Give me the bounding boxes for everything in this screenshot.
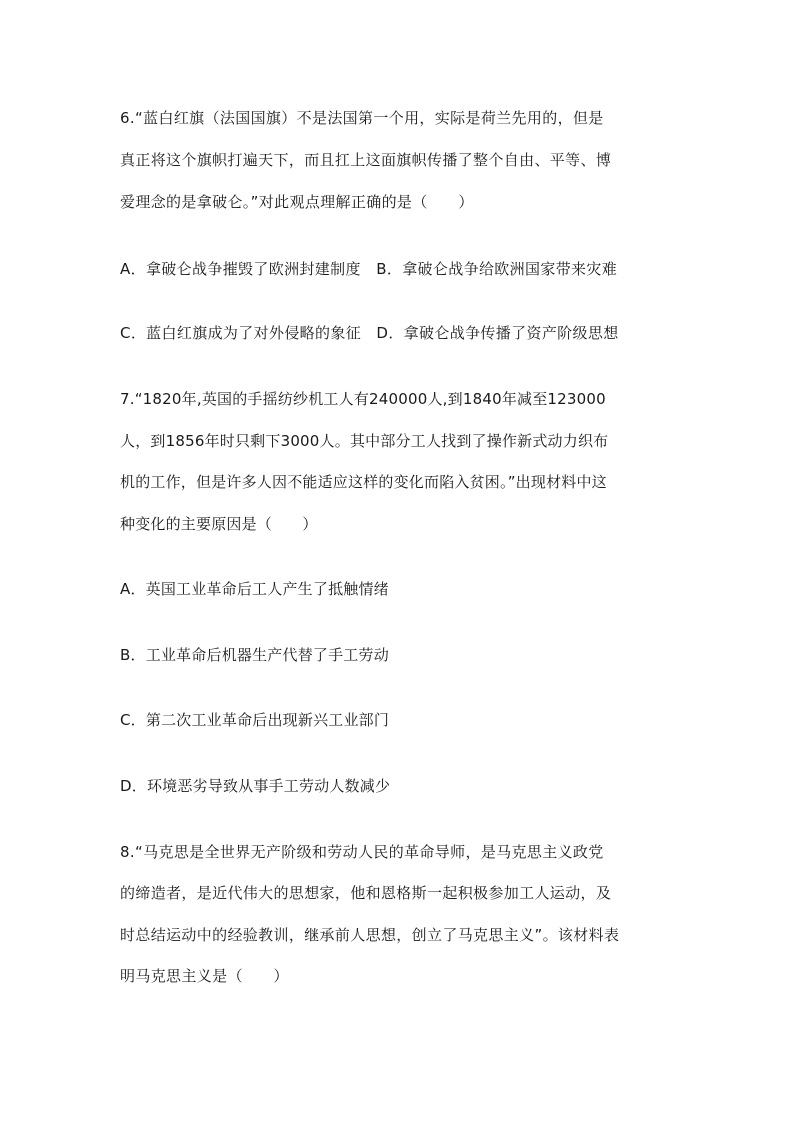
answer-option-line: C．蓝白红旗成为了对外侵略的象征 D．拿破仑战争传播了资产阶级思想: [120, 324, 619, 342]
question-stem-line: 时总结运动中的经验教训，继承前人思想，创立了马克思主义”。该材料表: [120, 926, 620, 944]
answer-option-a: A．英国工业革命后工人产生了抵触情绪: [120, 580, 389, 598]
answer-option-line: A．拿破仑战争摧毁了欧洲封建制度 B．拿破仑战争给欧洲国家带来灾难: [120, 260, 618, 278]
question-stem-line: 6.“蓝白红旗（法国国旗）不是法国第一个用，实际是荷兰先用的，但是: [120, 109, 604, 127]
question-stem-line: 8.“马克思是全世界无产阶级和劳动人民的革命导师，是马克思主义政党: [120, 843, 604, 861]
question-stem-line: 机的工作，但是许多人因不能适应这样的变化而陷入贫困。”出现材料中这: [120, 473, 607, 491]
question-stem-line: 人，到1856年时只剩下3000人。其中部分工人找到了操作新式动力织布: [120, 432, 609, 450]
question-stem-line: 7.“1820年,英国的手摇纺纱机工人有240000人,到1840年减至123000: [120, 390, 606, 408]
question-stem-line: 种变化的主要原因是（ ）: [120, 515, 318, 533]
answer-option-c: C．第二次工业革命后出现新兴工业部门: [120, 711, 390, 729]
answer-option-d: D．环境恶劣导致从事手工劳动人数减少: [120, 777, 391, 795]
question-stem-line: 爱理念的是拿破仑。”对此观点理解正确的是（ ）: [120, 193, 474, 211]
question-stem-line: 明马克思主义是（ ）: [120, 967, 289, 985]
question-stem-line: 的缔造者，是近代伟大的思想家，他和恩格斯一起积极参加工人运动，及: [120, 884, 612, 902]
question-stem-line: 真正将这个旗帜打遍天下，而且扛上这面旗帜传播了整个自由、平等、博: [120, 151, 612, 169]
answer-option-b: B．工业革命后机器生产代替了手工劳动: [120, 646, 389, 664]
